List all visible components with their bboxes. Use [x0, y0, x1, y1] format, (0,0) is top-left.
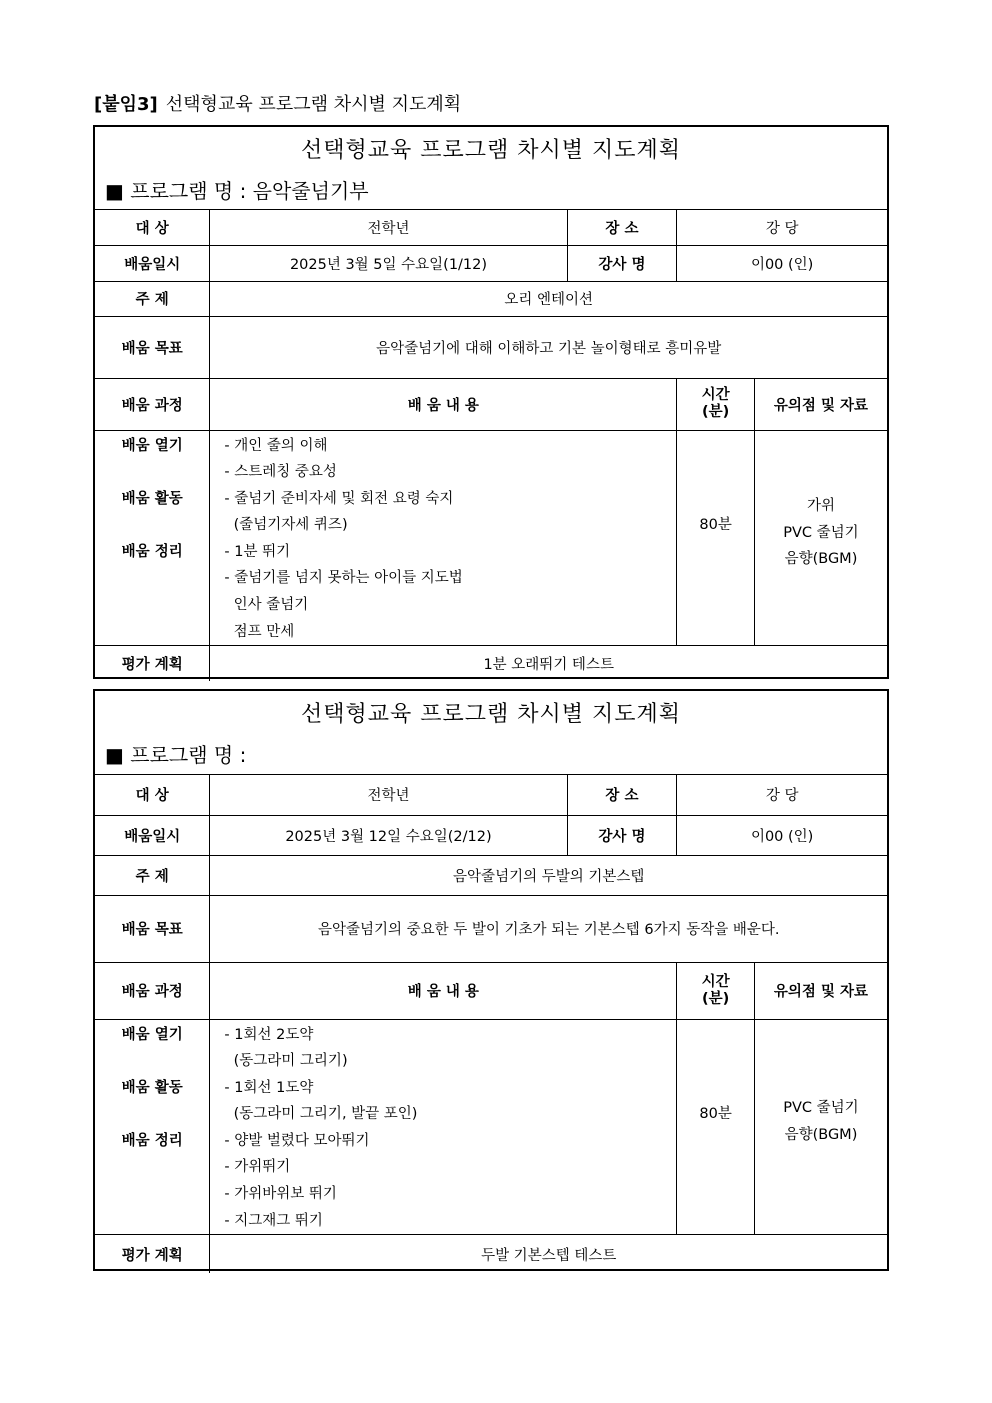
- stages: [95, 1019, 210, 1235]
- content-header: 배 움 내 용: [210, 378, 677, 430]
- plan-header: [95, 127, 887, 210]
- content-line: - 1회선 1도약: [224, 1079, 314, 1096]
- time-header-bottom: (분): [702, 990, 730, 1007]
- row-evaluation: [95, 1235, 887, 1273]
- stage-open: 배움 열기: [121, 1026, 183, 1043]
- resource-item: PVC 줄넘기: [783, 524, 859, 541]
- process-label: 배움 과정: [95, 962, 210, 1019]
- time-header: [677, 962, 755, 1019]
- row-process-header: [95, 962, 887, 1019]
- row-target: [95, 775, 887, 815]
- subject-label: 주 제: [95, 855, 210, 895]
- resources-list: [754, 430, 887, 646]
- target-value: 전학년: [210, 775, 567, 815]
- place-value: 강 당: [677, 210, 887, 245]
- row-subject: [95, 281, 887, 316]
- plan-title: 선택형교육 프로그램 차시별 지도계획: [300, 702, 681, 727]
- plan-title: 선택형교육 프로그램 차시별 지도계획: [300, 138, 681, 163]
- time-header-bottom: (분): [702, 404, 730, 420]
- row-subject: [95, 855, 887, 895]
- instructor-value: 이00 (인): [677, 815, 887, 855]
- content-line: - 양발 벌렸다 모아뛰기: [224, 1132, 370, 1149]
- content-line: - 가위뛰기: [224, 1159, 291, 1176]
- resources-header: 유의점 및 자료: [754, 378, 887, 430]
- place-label: 장 소: [567, 210, 677, 245]
- subject-value: 오리 엔테이션: [210, 281, 887, 316]
- content-line: - 스트레칭 중요성: [224, 464, 337, 481]
- evaluation-value: 두발 기본스텝 테스트: [210, 1235, 887, 1273]
- content-header: 배 움 내 용: [210, 962, 677, 1019]
- goal-label: 배움 목표: [95, 316, 210, 378]
- stage-close: 배움 정리: [121, 543, 183, 560]
- resource-item: 가위: [806, 497, 835, 514]
- content-line: - 줄넘기를 넘지 못하는 아이들 지도법: [224, 570, 463, 587]
- program-name: ■ 프로그램 명 :: [105, 743, 247, 767]
- target-label: 대 상: [95, 210, 210, 245]
- plan-header: [95, 691, 887, 775]
- time-header-top: 시간: [701, 973, 730, 990]
- time-value: 80분: [677, 430, 755, 646]
- content-line: - 1분 뛰기: [224, 543, 291, 560]
- content-line: (줄넘기자세 퀴즈): [224, 517, 348, 534]
- stage-activity: 배움 활동: [121, 1079, 183, 1096]
- resource-item: 음향(BGM): [784, 1126, 858, 1143]
- row-evaluation: [95, 646, 887, 681]
- document-title: 선택형교육 프로그램 차시별 지도계획: [165, 94, 462, 115]
- row-datetime: [95, 245, 887, 281]
- stage-activity: 배움 활동: [121, 490, 183, 507]
- datetime-value: 2025년 3월 12일 수요일(2/12): [210, 815, 567, 855]
- lesson-plan-1: [93, 125, 889, 679]
- goal-value: 음악줄넘기에 대해 이해하고 기본 놀이형태로 흥미유발: [210, 316, 887, 378]
- datetime-label: 배움일시: [95, 815, 210, 855]
- evaluation-label: 평가 계획: [95, 646, 210, 681]
- stage-close: 배움 정리: [121, 1132, 183, 1149]
- resource-item: 음향(BGM): [784, 551, 858, 568]
- instructor-label: 강사 명: [567, 245, 677, 281]
- content-line: (동그라미 그리기, 발끝 포인): [224, 1106, 418, 1123]
- content-line: - 1회선 2도약: [224, 1026, 314, 1043]
- row-process-header: [95, 378, 887, 430]
- subject-value: 음악줄넘기의 두발의 기본스텝: [210, 855, 887, 895]
- resources-header: 유의점 및 자료: [754, 962, 887, 1019]
- content-line: - 지그재그 뛰기: [224, 1212, 323, 1229]
- place-value: 강 당: [677, 775, 887, 815]
- row-content: [95, 430, 887, 646]
- row-goal: [95, 316, 887, 378]
- time-header: [677, 378, 755, 430]
- stage-open: 배움 열기: [121, 437, 183, 454]
- place-label: 장 소: [567, 775, 677, 815]
- datetime-label: 배움일시: [95, 245, 210, 281]
- goal-label: 배움 목표: [95, 895, 210, 962]
- target-label: 대 상: [95, 775, 210, 815]
- datetime-value: 2025년 3월 5일 수요일(1/12): [210, 245, 567, 281]
- lesson-plan-2: [93, 689, 889, 1271]
- content-line: - 가위바위보 뛰기: [224, 1186, 337, 1203]
- content-line: - 개인 줄의 이해: [224, 437, 328, 454]
- content-line: 인사 줄넘기: [224, 597, 309, 614]
- content-line: - 줄넘기 준비자세 및 회전 요령 숙지: [224, 490, 454, 507]
- row-content: [95, 1019, 887, 1235]
- stages: [95, 430, 210, 646]
- resources-list: [754, 1019, 887, 1235]
- content-list: [210, 1019, 677, 1235]
- row-target: [95, 210, 887, 245]
- time-value: 80분: [677, 1019, 755, 1235]
- evaluation-value: 1분 오래뛰기 테스트: [210, 646, 887, 681]
- plan-table: [95, 210, 887, 681]
- subject-label: 주 제: [95, 281, 210, 316]
- document-header: [94, 90, 461, 116]
- resource-item: PVC 줄넘기: [783, 1100, 859, 1117]
- content-line: (동그라미 그리기): [224, 1053, 348, 1070]
- evaluation-label: 평가 계획: [95, 1235, 210, 1273]
- goal-value: 음악줄넘기의 중요한 두 발이 기초가 되는 기본스텝 6가지 동작을 배운다.: [210, 895, 887, 962]
- process-label: 배움 과정: [95, 378, 210, 430]
- content-list: [210, 430, 677, 646]
- program-name: ■ 프로그램 명 : 음악줄넘기부: [105, 179, 369, 203]
- instructor-value: 이00 (인): [677, 245, 887, 281]
- plan-table: [95, 775, 887, 1273]
- attachment-tag: [붙임3]: [94, 94, 158, 115]
- instructor-label: 강사 명: [567, 815, 677, 855]
- row-datetime: [95, 815, 887, 855]
- target-value: 전학년: [210, 210, 567, 245]
- row-goal: [95, 895, 887, 962]
- content-line: 점프 만세: [224, 623, 295, 640]
- time-header-top: 시간: [701, 387, 730, 403]
